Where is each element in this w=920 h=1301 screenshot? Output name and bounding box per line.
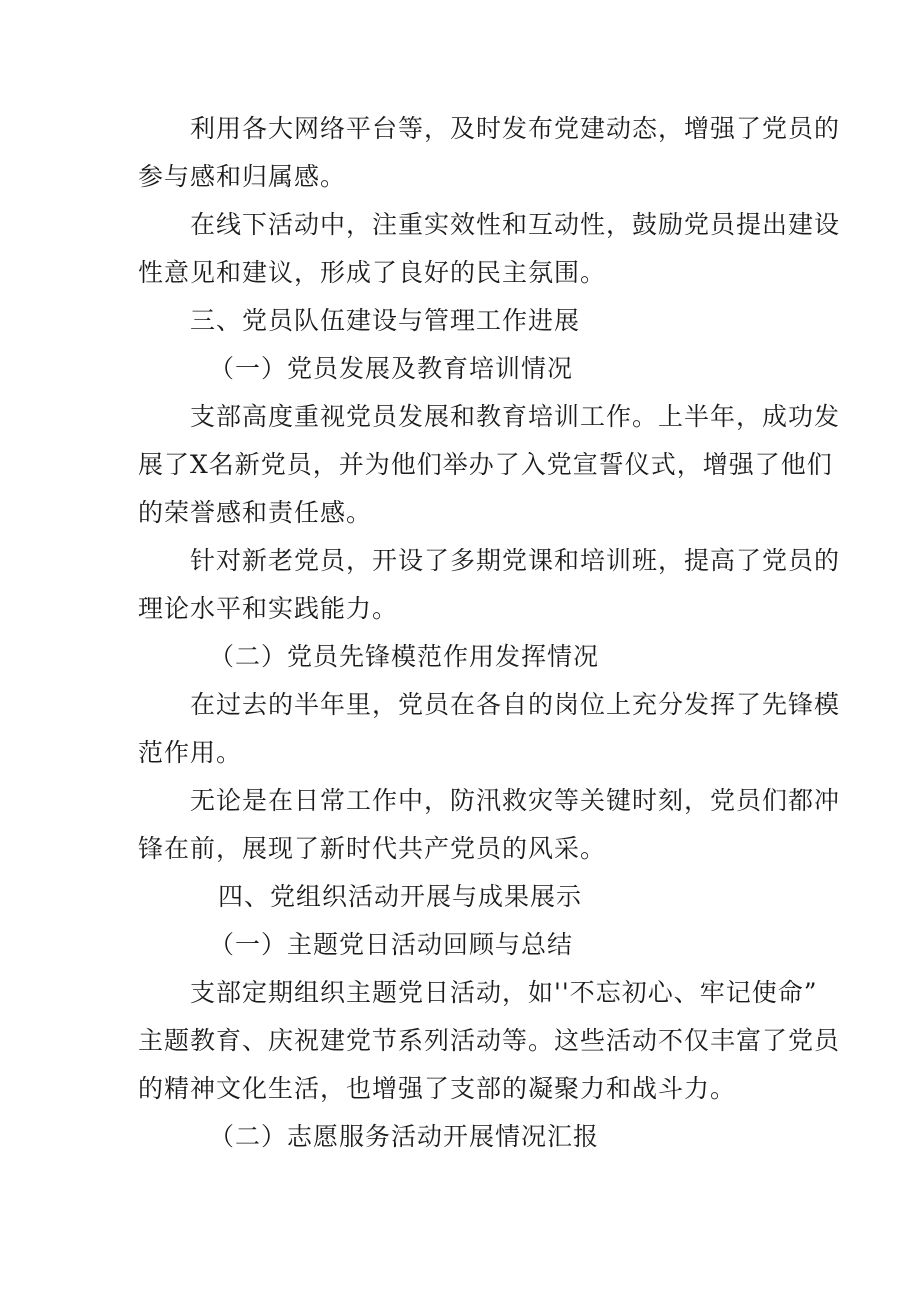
paragraph-line: 主题教育、庆祝建党节系列活动等。这些活动不仅丰富了党员 — [138, 1026, 841, 1055]
paragraph-line: 在过去的半年里，党员在各自的岗位上充分发挥了先锋模 — [190, 690, 841, 719]
paragraph-line: 的荣誉感和责任感。 — [138, 498, 373, 527]
paragraph-line: 针对新老党员，开设了多期党课和培训班，提高了党员的 — [190, 546, 841, 575]
paragraph-line: 性意见和建议，形成了良好的民主氛围。 — [138, 258, 607, 287]
paragraph-line: 锋在前，展现了新时代共产党员的风采。 — [138, 834, 607, 863]
section-heading: 三、党员队伍建设与管理工作进展 — [190, 306, 581, 335]
subsection-heading: （二）志愿服务活动开展情况汇报 — [209, 1122, 600, 1151]
section-heading: 四、党组织活动开展与成果展示 — [218, 882, 583, 911]
paragraph-line: 展了X名新党员，并为他们举办了入党宣誓仪式，增强了他们 — [138, 450, 833, 479]
subsection-heading: （一）党员发展及教育培训情况 — [209, 354, 574, 383]
paragraph-line: 在线下活动中，注重实效性和互动性，鼓励党员提出建设 — [190, 210, 841, 239]
paragraph-line: 参与感和归属感。 — [138, 162, 347, 191]
subsection-heading: （二）党员先锋模范作用发挥情况 — [209, 642, 600, 671]
paragraph-line: 的精神文化生活，也增强了支部的凝聚力和战斗力。 — [138, 1074, 737, 1103]
paragraph-line: 支部定期组织主题党日活动，如''不忘初心、牢记使命” — [190, 978, 818, 1007]
subsection-heading: （一）主题党日活动回顾与总结 — [209, 930, 574, 959]
paragraph-line: 理论水平和实践能力。 — [138, 594, 399, 623]
paragraph-line: 利用各大网络平台等，及时发布党建动态，增强了党员的 — [190, 114, 841, 143]
paragraph-line: 范作用。 — [138, 738, 243, 767]
paragraph-line: 支部高度重视党员发展和教育培训工作。上半年，成功发 — [190, 402, 841, 431]
paragraph-line: 无论是在日常工作中，防汛救灾等关键时刻，党员们都冲 — [190, 786, 841, 815]
